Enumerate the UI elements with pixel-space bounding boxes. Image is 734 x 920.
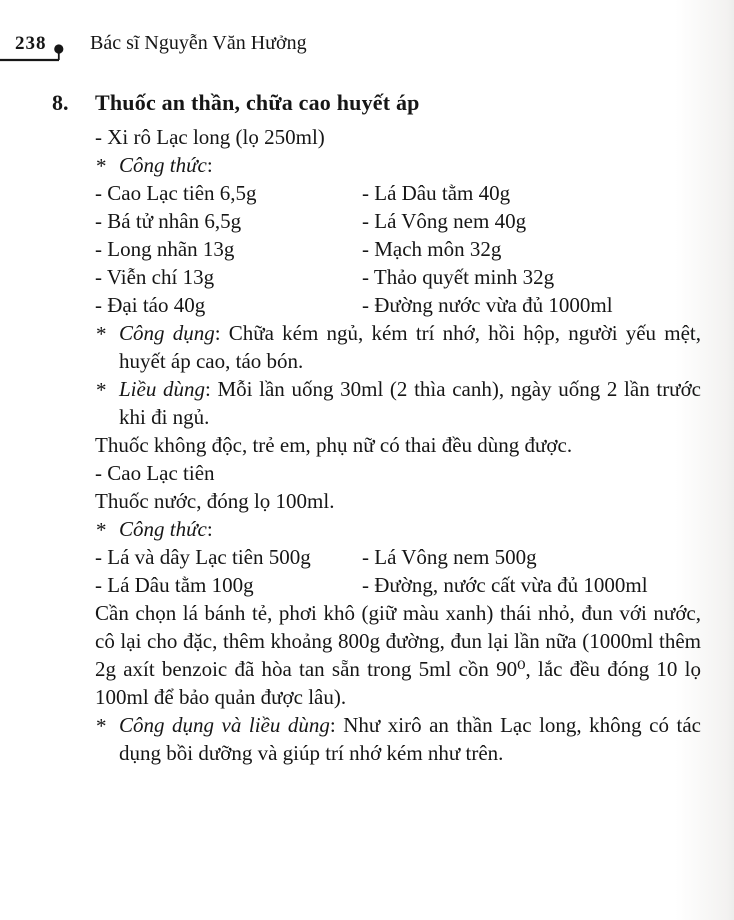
syrup-formula-table <box>95 179 701 319</box>
effect-text: : Chữa kém ngủ, kém trí nhớ, hồi hộp, người yếu mệt, huyết áp cao, táo bón. <box>119 321 701 373</box>
formula-item: - Đường, nước cất vừa đủ 1000ml <box>362 573 648 597</box>
extract-formula-heading <box>95 515 701 543</box>
extract-formula-table <box>95 543 701 599</box>
effect-label: Công dụng <box>119 321 215 345</box>
syrup-dosage-paragraph <box>95 375 701 431</box>
formula-row <box>95 263 701 291</box>
formula-item: - Đường nước vừa đủ 1000ml <box>362 293 613 317</box>
formula-item: - Mạch môn 32g <box>362 237 502 261</box>
asterisk-bullet: * <box>96 154 107 178</box>
asterisk-bullet: * <box>96 714 107 738</box>
extract-usage-paragraph <box>95 711 701 767</box>
asterisk-bullet: * <box>96 378 107 402</box>
usage-label: Công dụng và liều dùng <box>119 713 330 737</box>
formula-colon: : <box>206 517 213 541</box>
asterisk-bullet: * <box>96 322 107 346</box>
page-rule-dot-ornament <box>0 41 72 65</box>
formula-colon: : <box>206 153 213 177</box>
syrup-name-line: - Xi rô Lạc long (lọ 250ml) <box>95 125 325 149</box>
dosage-text: : Mỗi lần uống 30ml (2 thìa canh), ngày uống 2 lần trước khi đi ngủ. <box>119 377 701 429</box>
syrup-formula-heading <box>95 151 701 179</box>
safety-note-line: Thuốc không độc, trẻ em, phụ nữ có thai đều dùng được. <box>95 433 573 457</box>
page-content <box>52 88 701 767</box>
formula-row <box>95 543 701 571</box>
page-number: 238 <box>15 33 47 54</box>
asterisk-bullet: * <box>96 518 107 542</box>
formula-item: - Viễn chí 13g <box>95 265 215 289</box>
formula-item: - Lá Vông nem 40g <box>362 209 527 233</box>
formula-item: - Lá Vông nem 500g <box>362 545 537 569</box>
formula-row <box>95 207 701 235</box>
extract-form-line: Thuốc nước, đóng lọ 100ml. <box>95 489 335 513</box>
running-head-author: Bác sĩ Nguyễn Văn Hưởng <box>90 32 307 54</box>
section-title: Thuốc an thần, chữa cao huyết áp <box>95 90 420 115</box>
formula-row <box>95 291 701 319</box>
preparation-paragraph: Cần chọn lá bánh tẻ, phơi khô (giữ màu xanh) thái nhỏ, đun với nước, cô lại cho đặc, thêm khoảng 800g đường, đun lại lần nữa (1000ml thêm 2g axít benzoic đã hòa tan sẵn trong 5ml cồn 90⁰, lắc đều đóng 10 lọ 100ml để bảo quản được lâu). <box>95 601 701 709</box>
formula-item: - Long nhãn 13g <box>95 237 235 261</box>
formula-row <box>95 235 701 263</box>
dosage-label: Liều dùng <box>119 377 205 401</box>
section-heading <box>52 88 701 121</box>
syrup-effect-paragraph <box>95 319 701 375</box>
section-number: 8. <box>52 90 69 115</box>
formula-item: - Thảo quyết minh 32g <box>362 265 555 289</box>
formula-row <box>95 179 701 207</box>
formula-item: - Đại táo 40g <box>95 293 206 317</box>
extract-name-line: - Cao Lạc tiên <box>95 461 215 485</box>
formula-label: Công thức <box>119 153 207 177</box>
running-head <box>0 0 734 70</box>
usage-text: : Như xirô an thần Lạc long, không có tác dụng bồi dưỡng và giúp trí nhớ kém như trên. <box>119 713 701 765</box>
formula-item: - Lá và dây Lạc tiên 500g <box>95 545 311 569</box>
formula-item: - Cao Lạc tiên 6,5g <box>95 181 257 205</box>
formula-row <box>95 571 701 599</box>
formula-item: - Lá Dâu tằm 40g <box>362 181 511 205</box>
formula-label: Công thức <box>119 517 207 541</box>
formula-item: - Lá Dâu tằm 100g <box>95 573 254 597</box>
formula-item: - Bá tử nhân 6,5g <box>95 209 242 233</box>
